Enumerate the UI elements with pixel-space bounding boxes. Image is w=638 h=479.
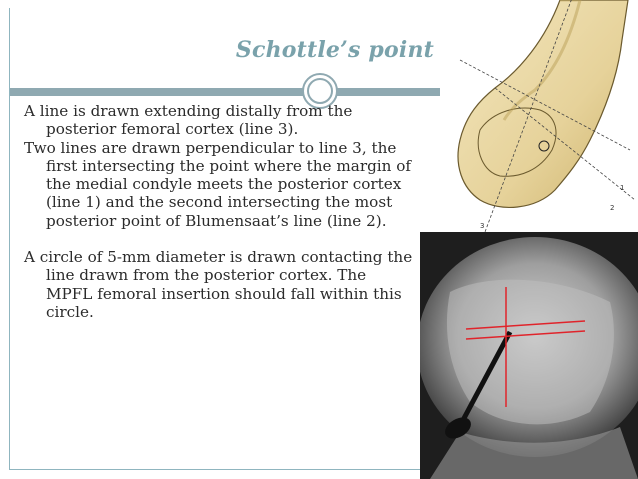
paragraph-perpendicular-lines: Two lines are drawn perpendicular to line 3, the first intersecting the point where the margin of the medial condyle meets the posterior cortex (line 1) and the second intersecting the most posterior point of Blumensaat’s line (line 2).: [24, 138, 412, 230]
paragraph-circle: A circle of 5-mm diameter is drawn contacting the line drawn from the posterior cortex. The MPFL femoral insertion should fall within this circle.: [24, 248, 413, 321]
xray-graphic: [420, 232, 638, 479]
femur-diagram: [440, 0, 638, 232]
paragraph-line-3: A line is drawn extending distally from the posterior femoral cortex (line 3).: [24, 102, 353, 139]
title-divider-band: [10, 88, 440, 96]
slide-body: [24, 102, 414, 321]
xray-image: [420, 232, 638, 479]
line-label-3: 3: [480, 222, 485, 230]
slide-left-border: [9, 8, 10, 470]
slide-title: Schottle’s point: [235, 37, 434, 63]
line-label-2: 2: [610, 204, 615, 212]
slide-bottom-border: [9, 469, 439, 470]
femur-diagram-image: [440, 0, 638, 232]
line-label-1: 1: [620, 184, 625, 192]
